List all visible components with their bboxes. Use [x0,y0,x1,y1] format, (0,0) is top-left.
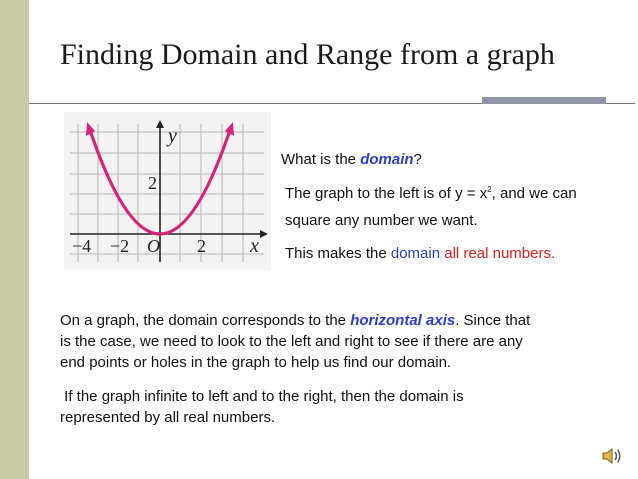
question-suffix: ? [413,151,422,168]
paragraph-text: On a graph, the domain corresponds to the [60,312,351,329]
x-axis-label: x [250,235,259,257]
paragraph-infinite-graph [60,386,620,428]
question-prefix: What is the [281,151,361,168]
y-tick-label: 2 [148,173,157,193]
x-tick-label: −4 [72,236,92,256]
grid-lines [70,124,264,262]
x-axis-arrow [260,230,268,238]
explanation-text: The graph to the left is of y = x [285,185,488,202]
y-axis-arrow [156,120,164,128]
question-keyword: domain [360,151,414,168]
paragraph-line: If the graph infinite to left and to the right, then the domain is [60,388,464,405]
explanation-line-2: square any number we want. [285,212,478,229]
explanation-line-1 [285,178,577,206]
speaker-icon[interactable] [601,446,623,466]
paragraph-line: represented by all real numbers. [60,409,276,426]
y-axis-label: y [168,125,177,147]
paragraph-horizontal-axis [60,310,620,373]
graph-svg [64,112,271,270]
explanation-text-end: , and we can [491,185,577,202]
origin-label: O [147,236,160,256]
explanation-line-3 [285,242,555,266]
all-real-numbers-highlight: all real numbers. [444,245,556,262]
x-tick-label: −2 [110,236,130,256]
x-tick-label: 2 [197,236,206,256]
paragraph-text: . Since that [455,312,531,329]
paragraph-line [60,310,620,331]
paragraph-line: end points or holes in the graph to help us find our domain. [60,354,452,371]
parabola-graph [64,112,271,270]
axes [70,124,264,262]
question-line [281,148,422,172]
horizontal-axis-keyword: horizontal axis [350,312,456,329]
domain-keyword: domain [390,245,441,262]
slide-title: Finding Domain and Range from a graph [60,38,555,71]
exponent: 2 [487,185,492,194]
paragraph-line: is the case, we need to look to the left and right to see if there are any [60,333,523,350]
title-divider-accent [482,97,606,104]
explanation-prefix: This makes the [285,245,391,262]
decorative-side-bar [0,0,29,479]
